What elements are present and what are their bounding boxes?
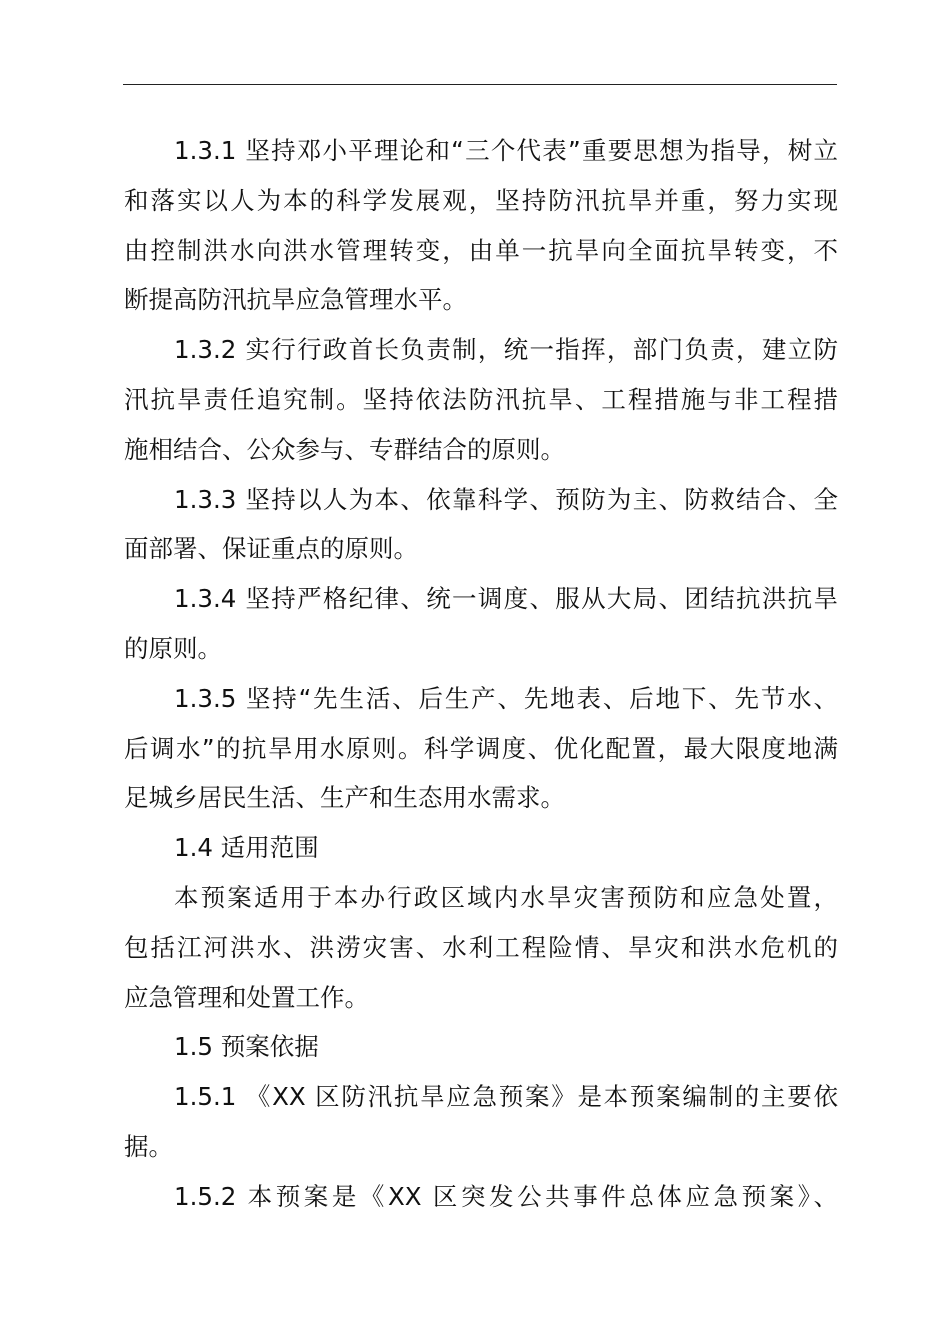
text-line: 施相结合、公众参与、专群结合的原则。 (124, 434, 565, 464)
text-line: 和落实以人为本的科学发展观，坚持防汛抗旱并重，努力实现 (124, 185, 838, 215)
text-line: 断提高防汛抗旱应急管理水平。 (124, 285, 467, 315)
text-line: 包括江河洪水、洪涝灾害、水利工程险情、旱灾和洪水危机的 (124, 932, 838, 962)
text-line: 足城乡居民生活、生产和生态用水需求。 (124, 783, 565, 813)
text-line: 1.5 预案依据 (174, 1032, 319, 1062)
text-line: 1.3.1 坚持邓小平理论和“三个代表”重要思想为指导，树立 (174, 136, 838, 165)
text-line: 1.4 适用范围 (174, 833, 319, 863)
text-line: 1.5.2 本预案是《XX 区突发公共事件总体应急预案》、 (174, 1181, 838, 1211)
header-rule (123, 84, 837, 85)
text-line: 面部署、保证重点的原则。 (124, 534, 418, 564)
text-line: 的原则。 (124, 633, 222, 663)
text-line: 1.3.5 坚持“先生活、后生产、先地表、后地下、先节水、 (174, 683, 838, 713)
text-line: 后调水”的抗旱用水原则。科学调度、优化配置，最大限度地满 (124, 733, 838, 763)
text-line: 1.3.3 坚持以人为本、依靠科学、预防为主、防救结合、全 (174, 484, 838, 514)
text-line: 1.5.1 《XX 区防汛抗旱应急预案》是本预案编制的主要依 (174, 1082, 838, 1112)
text-line: 汛抗旱责任追究制。坚持依法防汛抗旱、工程措施与非工程措 (124, 384, 838, 414)
text-line: 由控制洪水向洪水管理转变，由单一抗旱向全面抗旱转变，不 (124, 235, 838, 265)
text-line: 据。 (124, 1131, 173, 1161)
text-line: 1.3.2 实行行政首长负责制，统一指挥，部门负责，建立防 (174, 335, 838, 365)
text-line: 1.3.4 坚持严格纪律、统一调度、服从大局、团结抗洪抗旱 (174, 584, 838, 614)
document-body (124, 126, 838, 1222)
text-line: 应急管理和处置工作。 (124, 982, 369, 1012)
text-line: 本预案适用于本办行政区域内水旱灾害预防和应急处置， (174, 882, 838, 912)
